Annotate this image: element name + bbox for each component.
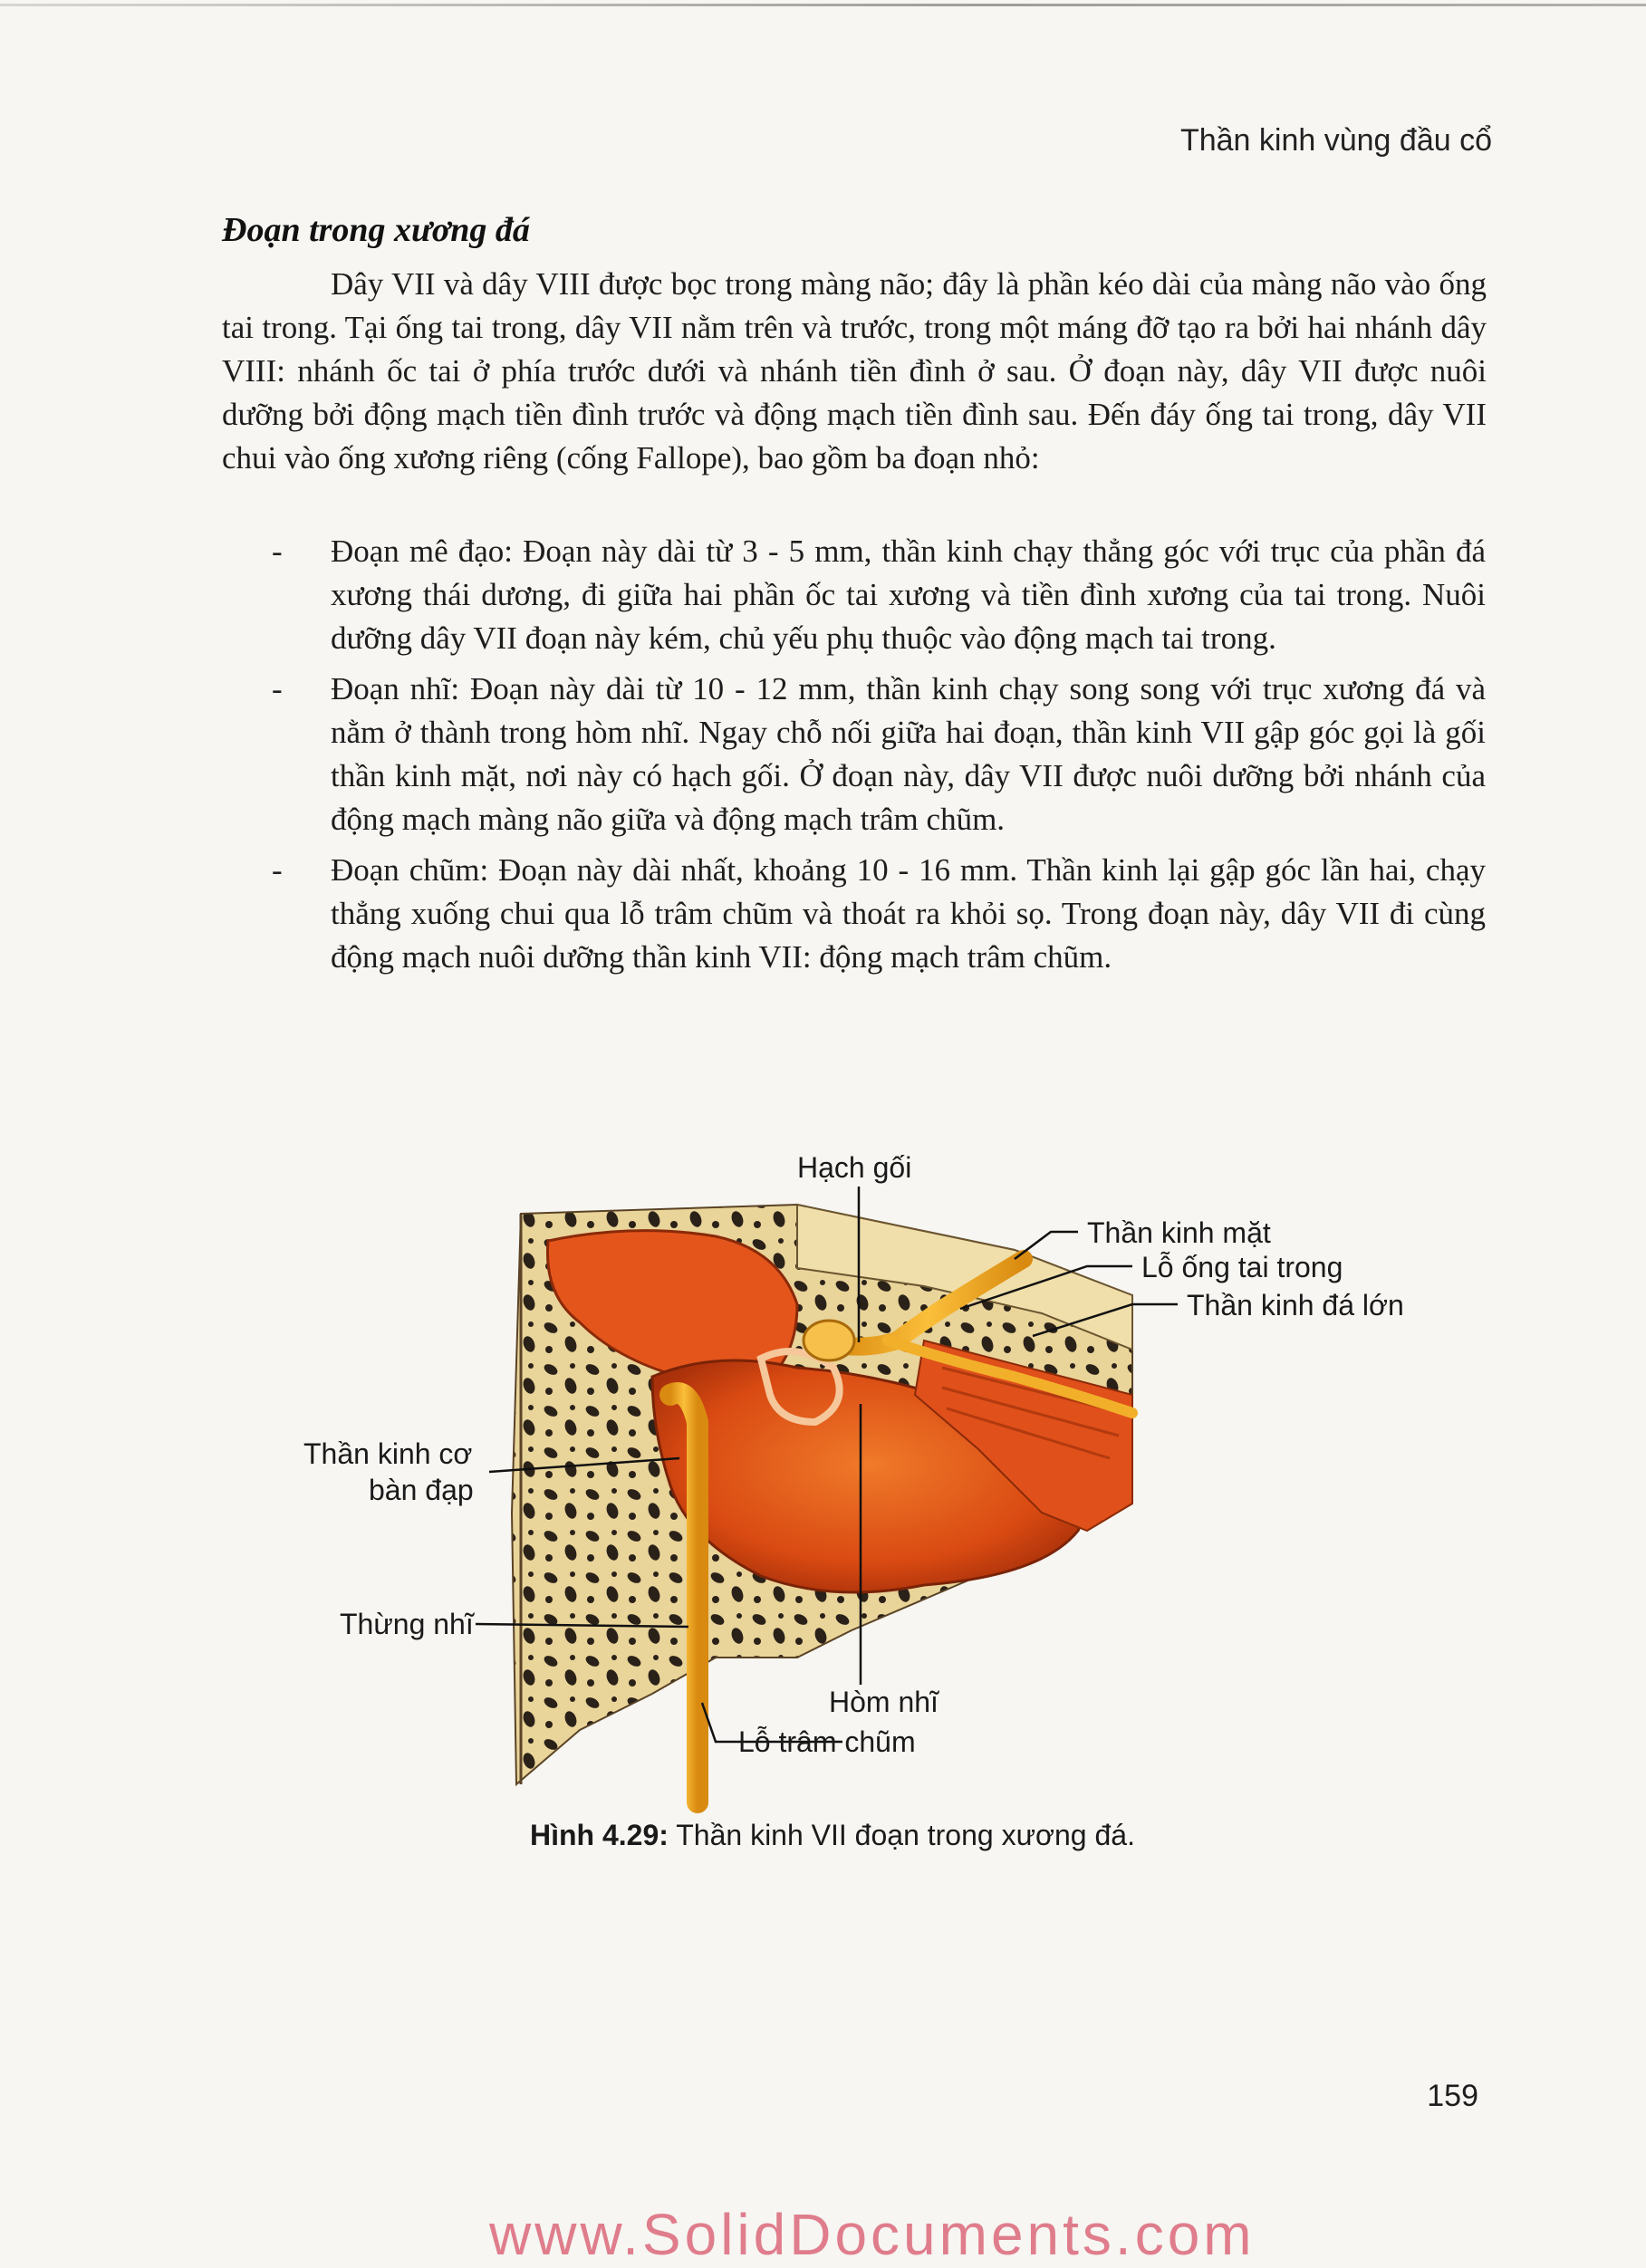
list-bullet: -	[272, 671, 283, 706]
label-lo-ong-tai-trong: Lỗ ống tai trong	[1141, 1251, 1343, 1283]
list-item-text: Đoạn chũm: Đoạn này dài nhất, khoảng 10 - 16 mm. Thần kinh lại gập góc lần hai, chạy thẳng xuống chui qua lỗ trâm chũm và thoát ra khỏi sọ. Trong đoạn này, dây VII đi cùng động mạch nuôi dưỡng thần kinh VII: động mạch trâm chũm.	[331, 852, 1486, 975]
intro-paragraph	[222, 263, 1487, 480]
list-bullet: -	[272, 852, 283, 888]
label-than-kinh-co-ban-dap-line1: Thần kinh cơ	[303, 1437, 473, 1470]
running-header: Thần kinh vùng đầu cổ	[1179, 123, 1492, 158]
list-item-text: Đoạn nhĩ: Đoạn này dài từ 10 - 12 mm, thần kinh chạy song song với trục xương đá và nằm ở thành trong hòm nhĩ. Ngay chỗ nối giữa hai đoạn, thần kinh VII gập góc gọi là gối thần kinh mặt, nơi này có hạch gối. Ở đoạn này, dây VII được nuôi dưỡng bởi nhánh của động mạch màng não giữa và động mạch trâm chũm.	[331, 671, 1486, 837]
watermark: www.SolidDocuments.com	[489, 2202, 1256, 2267]
top-scan-rule	[0, 4, 1646, 6]
anatomy-figure	[290, 1150, 1404, 1821]
label-than-kinh-mat: Thần kinh mặt	[1087, 1216, 1271, 1249]
section-title: Đoạn trong xương đá	[222, 211, 530, 249]
list-item	[272, 849, 1486, 979]
geniculate-ganglion	[804, 1321, 854, 1360]
label-hach-goi: Hạch gối	[797, 1151, 912, 1184]
label-than-kinh-co-ban-dap-line2: bàn đạp	[369, 1474, 474, 1506]
list-item-text: Đoạn mê đạo: Đoạn này dài từ 3 - 5 mm, thần kinh chạy thẳng góc với trục của phần đá xương thái dương, đi giữa hai phần ốc tai xương và tiền đình xương của tai trong. Nuôi dưỡng dây VII đoạn này kém, chủ yếu phụ thuộc vào động mạch tai trong.	[331, 533, 1486, 656]
intro-paragraph-text: Dây VII và dây VIII được bọc trong màng não; đây là phần kéo dài của màng não vào ống tai trong. Tại ống tai trong, dây VII nằm trên và trước, trong một máng đỡ tạo ra bởi hai nhánh dây VIII: nhánh ốc tai ở phía trước dưới và nhánh tiền đình ở sau. Ở đoạn này, dây VII được nuôi dưỡng bởi động mạch tiền đình trước và động mạch tiền đình sau. Đến đáy ống tai trong, dây VII chui vào ống xương riêng (cống Fallope), bao gồm ba đoạn nhỏ:	[222, 266, 1487, 476]
segment-list	[272, 530, 1486, 986]
caption-text: Thần kinh VII đoạn trong xương đá.	[668, 1819, 1135, 1851]
figure-caption	[530, 1819, 1135, 1852]
list-bullet: -	[272, 533, 283, 569]
page-number: 159	[1427, 2079, 1478, 2113]
list-item	[272, 530, 1486, 660]
list-item	[272, 668, 1486, 841]
label-than-kinh-da-lon: Thần kinh đá lớn	[1187, 1289, 1404, 1321]
label-hom-nhi: Hòm nhĩ	[829, 1686, 939, 1718]
caption-prefix: Hình 4.29:	[530, 1819, 669, 1851]
label-lo-tram-chum: Lỗ trâm chũm	[738, 1725, 916, 1758]
label-thung-nhi: Thừng nhĩ	[340, 1608, 474, 1640]
